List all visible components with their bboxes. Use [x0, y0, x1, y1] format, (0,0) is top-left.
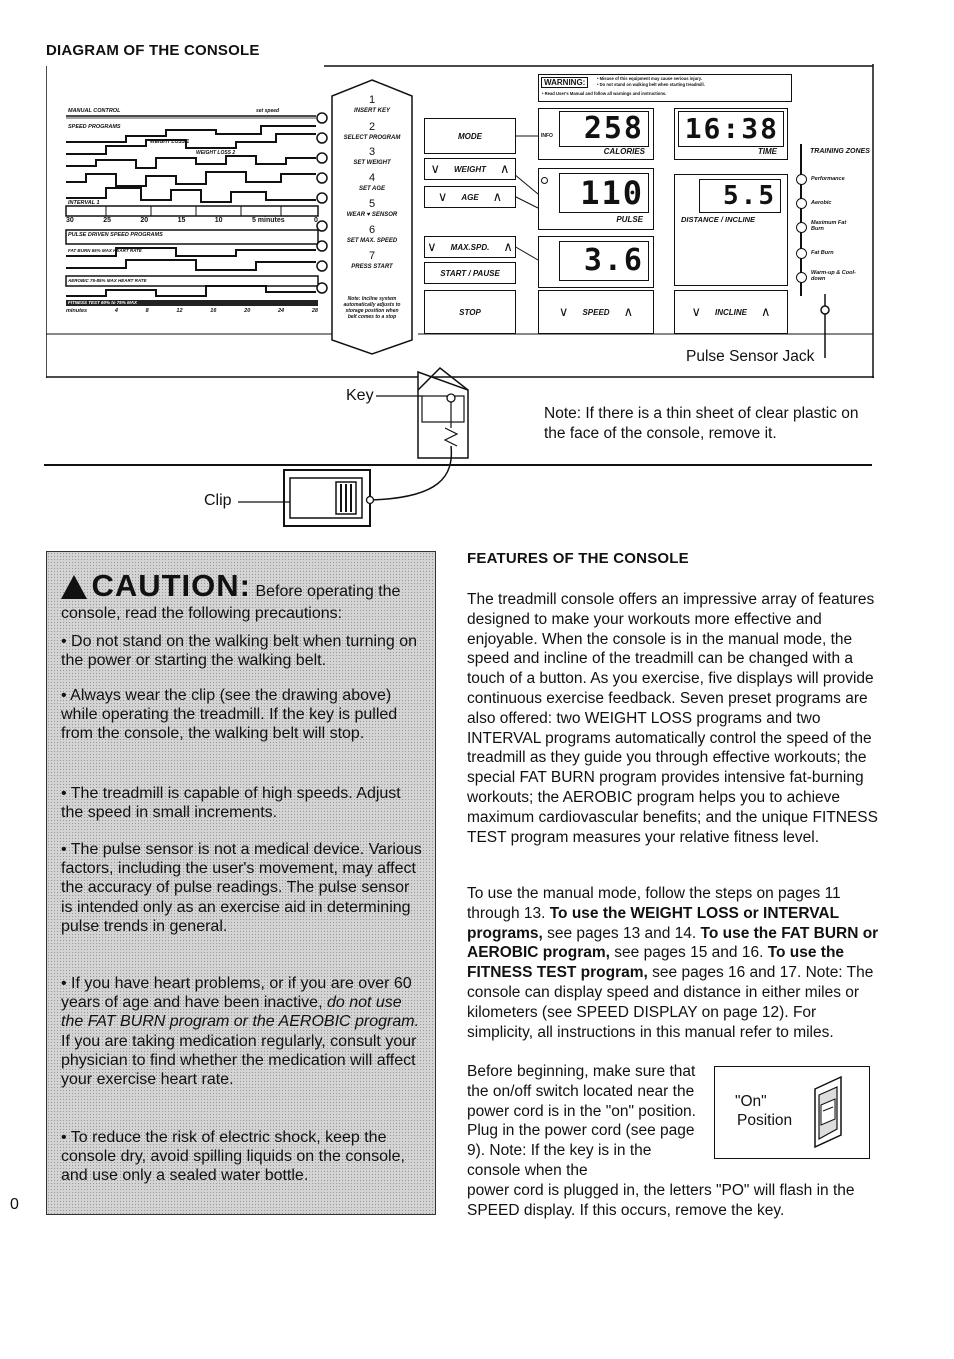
on-label: "On": [735, 1093, 767, 1110]
features-paragraph-3: Before beginning, make sure that the on/off switch located near the power cord is in the "on" position. Plug in the power cord (see page 9). Note: If the key is in the console when the: [467, 1063, 696, 1179]
minutes-label: 24: [278, 308, 285, 314]
step-text: PRESS START: [351, 264, 393, 270]
pulse-sensor-jack-label: Pulse Sensor Jack: [686, 348, 815, 365]
step-number: 3: [368, 146, 376, 158]
zone-indicator-icon: [796, 198, 807, 209]
pulse-label: PULSE: [616, 215, 643, 224]
speed-label: SPEED: [582, 307, 610, 317]
speed-value: 3.6: [583, 243, 644, 278]
distance-value: 5.5: [723, 181, 776, 211]
power-switch-icon: [811, 1075, 847, 1149]
zone-indicator-icon: [796, 248, 807, 259]
caution-item-text: Do not stand on the walking belt when turning on the power or starting the walking belt.: [61, 633, 418, 670]
scale-label: 5 minutes: [251, 217, 285, 224]
features-paragraph-2: [467, 884, 885, 1042]
incline-label: INCLINE: [715, 307, 747, 317]
weight-loss-2-label: WEIGHT LOSS 2: [196, 150, 236, 156]
step-number: 4: [368, 172, 376, 184]
start-pause-button[interactable]: [424, 262, 516, 284]
minutes-scale: [66, 308, 318, 314]
minutes-label: 20: [244, 308, 251, 314]
aerobic-row-label: AEROBIC 75-85% MAX HEART RATE: [68, 278, 147, 283]
distance-lcd: [699, 179, 781, 213]
caution-heading: CAUTION:: [91, 568, 251, 603]
key-label: Key: [346, 387, 374, 404]
weight-label: WEIGHT: [454, 164, 486, 174]
interval-label: INTERVAL 1: [68, 200, 100, 206]
step-text: SET AGE: [358, 186, 386, 192]
step-text: WEAR ♥ SENSOR: [346, 212, 398, 218]
text-run: see pages 13 and 14.: [542, 924, 701, 942]
scale-label: 25: [103, 217, 111, 224]
text-run: see pages 16 and 17. Note: The console can display speed and distance in either miles or kilometers (see SPEED DISPLAY on page 12). For simplicity, all instructions in this manual refer to miles.: [467, 964, 874, 1041]
warning-triangle-icon: [61, 575, 87, 599]
zone-label: Maximum Fat Burn: [811, 220, 847, 232]
zone-indicator-icon: [796, 174, 807, 185]
steps-note: Note: Incline system automatically adjusts to storage position when belt comes to a stop: [343, 296, 401, 320]
step-text: SELECT PROGRAM: [343, 135, 401, 141]
caution-lead: Before operating the console, read the following precautions:: [61, 583, 401, 622]
caution-item: • The pulse sensor is not a medical device. Various factors, including the user's movement, may affect the accuracy of pulse readings. The pulse sensor is intended only as an exercise aid in determining pulse trends in general.: [61, 841, 422, 935]
caution-header: [61, 568, 427, 623]
chevron-down-icon: ∨: [691, 304, 701, 319]
max-speed-label: MAX.SPD.: [450, 242, 490, 252]
chevron-down-icon: ∨: [437, 189, 448, 204]
zone-indicator-icon: [796, 222, 807, 233]
zone-label: Performance: [811, 176, 845, 182]
speed-programs-label: SPEED PROGRAMS: [68, 124, 121, 130]
fitness-test-row-label: FITNESS TEST 60% to 75% MAX: [68, 300, 138, 305]
mode-label: MODE: [458, 131, 482, 141]
clip-label: Clip: [204, 492, 232, 509]
features-title: FEATURES OF THE CONSOLE: [467, 550, 689, 567]
caution-item-text: The treadmill is capable of high speeds. Adjust the speed in small increments.: [61, 785, 401, 822]
text-run: see pages 15 and 16.: [609, 944, 768, 962]
age-button[interactable]: [424, 186, 516, 208]
zone-label: Aerobic: [811, 200, 832, 206]
time-scale: [66, 217, 318, 224]
warning-label: [538, 74, 792, 102]
mode-button[interactable]: [424, 118, 516, 154]
features-paragraph-3-continued: power cord is plugged in, the letters "PO" will flash in the SPEED display. If this occurs, remove the key.: [467, 1181, 855, 1219]
caution-item: • The treadmill is capable of high speeds. Adjust the speed in small increments.: [61, 785, 401, 822]
pulse-lcd: [559, 173, 649, 213]
caution-item-text: If you have heart problems, or if you are over 60 years of age and have been inactive,: [61, 975, 412, 1012]
caution-item-emphasis: do not use the FAT BURN program or the AEROBIC program.: [61, 994, 420, 1031]
zone-label: Warm-up & Cool-down: [811, 270, 856, 282]
step-number: 6: [368, 224, 376, 236]
caution-item-text: If you are taking medication regularly, consult your physician to find whether the medication will affect your exercise heart rate.: [61, 1032, 417, 1089]
text-run-bold: To use the FITNESS TEST program,: [467, 944, 845, 982]
divider: [44, 464, 872, 466]
chevron-up-icon: ∧: [761, 304, 771, 319]
warning-line: • Do not stand on walking belt when starting treadmill.: [597, 82, 705, 87]
warning-line: • Misuse of this equipment may cause serious injury.: [597, 76, 702, 81]
minutes-label: 8: [145, 308, 149, 314]
indicator-light-icon: [541, 177, 548, 184]
calories-lcd: [559, 111, 649, 147]
text-run: To use the manual mode, follow the steps on pages 11 through 13.: [467, 885, 841, 922]
weight-button[interactable]: [424, 158, 516, 180]
distance-display-panel: [674, 174, 788, 286]
text-run-bold: To use the FAT BURN or AEROBIC program,: [467, 924, 879, 962]
set-speed-label: set speed: [256, 108, 280, 114]
position-label: Position: [737, 1112, 793, 1129]
info-label: INFO: [541, 133, 553, 139]
time-value: 16:38: [684, 112, 779, 145]
warning-line: • Read User's Manual and follow all warnings and instructions.: [542, 91, 667, 96]
minutes-label: 16: [210, 308, 217, 314]
caution-item-text: To reduce the risk of electric shock, keep the console dry, avoid spilling liquids on the console, and use only a sealed water bottle.: [61, 1129, 405, 1185]
pulse-display-panel: [538, 168, 654, 230]
scale-label: 10: [214, 217, 223, 224]
text-run-bold: To use the WEIGHT LOSS or INTERVAL programs,: [467, 904, 839, 942]
chevron-up-icon: ∧: [503, 239, 513, 254]
minutes-label: 12: [176, 308, 183, 314]
scale-label: 0: [314, 217, 318, 224]
step-text: SET WEIGHT: [353, 160, 391, 166]
step-number: 1: [368, 94, 376, 106]
step-number: 2: [368, 121, 376, 133]
calories-label: CALORIES: [603, 147, 645, 156]
scale-label: 15: [177, 217, 186, 224]
warning-badge: WARNING:: [541, 77, 588, 88]
age-label: AGE: [461, 192, 479, 202]
features-paragraph-1: The treadmill console offers an impressive array of features designed to make your workouts more effective and enjoyable. When the console is in the manual mode, the speed and incline of the treadmill can be changed with a touch of a button. As you exercise, five displays will provide continuous exercise feedback. Seven preset programs are also offered: two WEIGHT LOSS programs and two INTERVAL programs automatically control the speed of the treadmill as they guide you through effective workouts; the special FAT BURN program provides intensive fat-burning workouts; the AEROBIC program helps you to achieve maximum cardiovascular benefits; and the unique FITNESS TEST program measures your relative fitness level.: [467, 591, 878, 846]
minutes-label: minutes: [66, 308, 88, 314]
max-speed-button[interactable]: [424, 236, 516, 258]
speed-display-panel: [538, 236, 654, 288]
step-text: INSERT KEY: [354, 108, 390, 114]
minutes-label: 4: [114, 308, 118, 314]
distance-label: DISTANCE / INCLINE: [681, 215, 756, 224]
fat-burn-row-label: FAT BURN 65% MAX HEART RATE: [68, 248, 142, 253]
start-pause-label: START / PAUSE: [440, 268, 500, 278]
speed-button[interactable]: [538, 290, 654, 334]
chevron-down-icon: ∨: [558, 304, 569, 319]
weight-loss-1-label: WEIGHT LOSS 1: [150, 139, 190, 145]
pulse-value: 110: [580, 174, 644, 212]
caution-item-text: The pulse sensor is not a medical device. Various factors, including the user's movement, may affect the accuracy of pulse readings. The pulse sensor is intended only as an exercise aid in determining pulse trends in general.: [61, 841, 422, 935]
step-number: 5: [368, 198, 376, 210]
switch-illustration: [714, 1066, 870, 1159]
caution-item: • Do not stand on the walking belt when turning on the power or starting the walking belt.: [61, 633, 418, 670]
chevron-up-icon: ∧: [492, 189, 503, 204]
zone-indicator-icon: [796, 272, 807, 283]
scale-label: 20: [140, 217, 149, 224]
time-display-panel: [674, 108, 788, 160]
calories-value: 258: [583, 111, 644, 146]
step-number: 7: [368, 250, 376, 262]
page-number: 0: [10, 1196, 19, 1213]
time-label: TIME: [757, 147, 777, 156]
caution-box: [46, 551, 436, 1215]
plastic-note: Note: If there is a thin sheet of clear plastic on the face of the console, remove it.: [544, 405, 859, 442]
stop-label: STOP: [459, 307, 481, 317]
caution-item: • To reduce the risk of electric shock, keep the console dry, avoid spilling liquids on the console, and use only a sealed water bottle.: [61, 1129, 405, 1185]
step-text: SET MAX. SPEED: [346, 238, 398, 244]
minutes-label: 28: [311, 308, 318, 314]
chevron-up-icon: ∧: [623, 304, 634, 319]
diagram-title: DIAGRAM OF THE CONSOLE: [46, 42, 260, 59]
training-zones-title: TRAINING ZONES: [810, 148, 870, 155]
caution-item: • Always wear the clip (see the drawing above) while operating the treadmill. If the key is pulled from the console, the walking belt will stop.: [61, 687, 398, 743]
speed-lcd: [559, 241, 649, 281]
chevron-down-icon: ∨: [430, 161, 440, 176]
pulse-driven-label: PULSE DRIVEN SPEED PROGRAMS: [68, 232, 163, 238]
stop-button[interactable]: [424, 290, 516, 334]
manual-control-label: MANUAL CONTROL: [68, 108, 121, 114]
calories-display-panel: [538, 108, 654, 160]
zone-label: Fat Burn: [811, 250, 834, 256]
scale-label: 30: [66, 217, 74, 224]
caution-item: • If you have heart problems, or if you are over 60 years of age and have been inactive, do not use the FAT BURN program or the AEROBIC program. If you are taking medication regularly, consult your physician to find whether the medication will affect your exercise heart rate.: [61, 975, 420, 1089]
chevron-up-icon: ∧: [500, 161, 510, 176]
time-lcd: [678, 111, 784, 147]
incline-button[interactable]: [674, 290, 788, 334]
caution-item-text: Always wear the clip (see the drawing above) while operating the treadmill. If the key is pulled from the console, the walking belt will stop.: [61, 687, 398, 743]
console-diagram: [46, 64, 874, 378]
chevron-down-icon: ∨: [427, 239, 437, 254]
